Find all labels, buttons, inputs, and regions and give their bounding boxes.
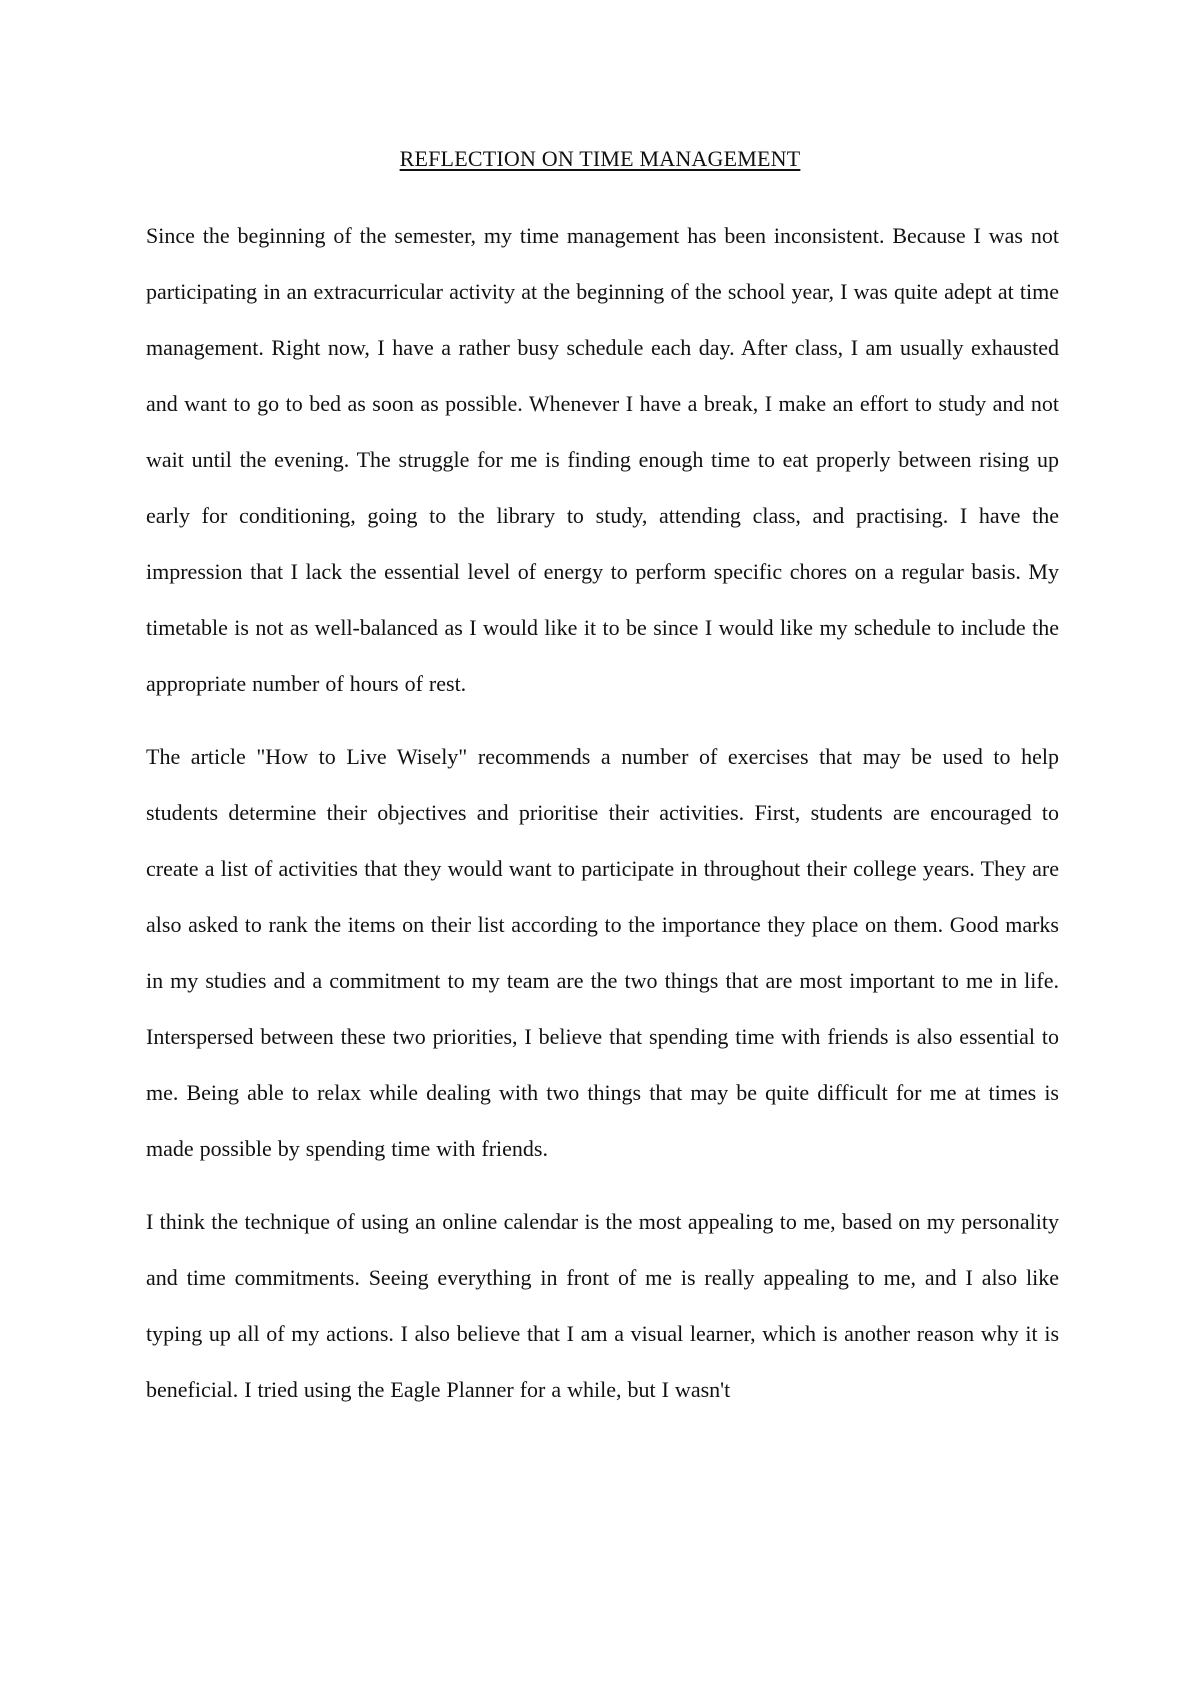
document-body [146,208,1059,1435]
document-title: REFLECTION ON TIME MANAGEMENT [399,146,801,171]
paragraph-2: The article "How to Live Wisely" recommends a number of exercises that may be used to help students determine their objectives and prioritise their activities. First, students are encouraged to create a list of activities that they would want to participate in throughout their college years. They are also asked to rank the items on their list according to the importance they place on them. Good marks in my studies and a commitment to my team are the two things that are most important to me in life. Interspersed between these two priorities, I believe that spending time with friends is also essential to me. Being able to relax while dealing with two things that may be quite difficult for me at times is made possible by spending time with friends. [146,744,1059,1161]
paragraph-3: I think the technique of using an online calendar is the most appealing to me, based on my personality and time commitments. Seeing everything in front of me is really appealing to me, and I also like typing up all of my actions. I also believe that I am a visual learner, which is another reason why it is beneficial. I tried using the Eagle Planner for a while, but I wasn't [146,1209,1059,1402]
paragraph-1: Since the beginning of the semester, my time management has been inconsistent. Because I was not participating in an extracurricular activity at the beginning of the school year, I was quite adept at time management. Right now, I have a rather busy schedule each day. After class, I am usually exhausted and want to go to bed as soon as possible. Whenever I have a break, I make an effort to study and not wait until the evening. The struggle for me is finding enough time to eat properly between rising up early for conditioning, going to the library to study, attending class, and practising. I have the impression that I lack the essential level of energy to perform specific chores on a regular basis. My timetable is not as well-balanced as I would like it to be since I would like my schedule to include the appropriate number of hours of rest. [146,223,1059,696]
